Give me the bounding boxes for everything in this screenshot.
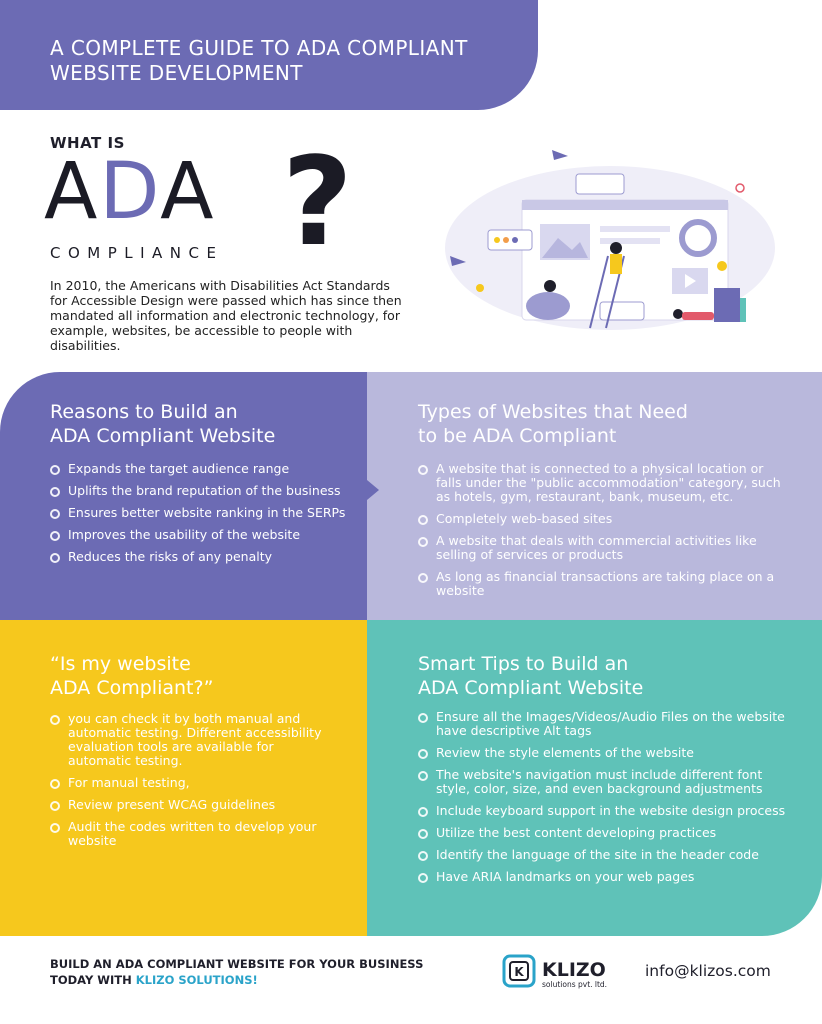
list-item-text: Review present WCAG guidelines xyxy=(68,797,276,812)
list-item-text: Ensures better website ranking in the SERPs xyxy=(68,505,346,520)
bullet-icon xyxy=(418,573,428,583)
list-item xyxy=(418,710,788,738)
check-title-line1: “Is my website xyxy=(50,653,191,675)
footer-cta xyxy=(50,956,423,988)
page-title: A COMPLETE GUIDE TO ADA COMPLIANT WEBSITE DEVELOPMENT xyxy=(50,36,468,85)
person-lying-head xyxy=(673,309,683,319)
bullet-icon xyxy=(50,553,60,563)
paper-plane-top xyxy=(552,150,568,160)
list-item-text: you can check it by both manual and automatic testing. Different accessibility evaluation tools are available for automatic testing. xyxy=(68,711,322,768)
list-item xyxy=(50,506,360,520)
bullet-icon xyxy=(50,715,60,725)
ada-heading xyxy=(44,147,216,237)
bullet-icon xyxy=(418,829,428,839)
question-mark: ? xyxy=(282,131,353,273)
bullet-icon xyxy=(50,531,60,541)
bullet-icon xyxy=(418,749,428,759)
list-item xyxy=(418,512,788,526)
bullet-icon xyxy=(50,509,60,519)
person-on-ladder xyxy=(610,242,622,254)
list-item-text: Expands the target audience range xyxy=(68,461,290,476)
bullet-icon xyxy=(418,713,428,723)
ada-letter-a2: A xyxy=(160,147,216,237)
list-item xyxy=(418,826,788,840)
footer-line1: BUILD AN ADA COMPLIANT WEBSITE FOR YOUR BUSINESS xyxy=(50,957,424,971)
bullet-icon xyxy=(50,779,60,789)
cabinet xyxy=(714,288,740,322)
list-item xyxy=(418,570,788,598)
list-item-text: Include keyboard support in the website design process xyxy=(436,803,786,818)
tips-title xyxy=(418,652,643,700)
bullet-icon xyxy=(50,801,60,811)
bullet-icon xyxy=(50,487,60,497)
list-item xyxy=(50,528,360,542)
types-list xyxy=(418,462,788,606)
footer-line2-highlight: KLIZO SOLUTIONS! xyxy=(135,973,258,987)
list-item-text: Reduces the risks of any penalty xyxy=(68,549,273,564)
list-item-text: Audit the codes written to develop your website xyxy=(68,819,317,848)
reasons-list xyxy=(50,462,360,572)
beanbag xyxy=(526,292,570,320)
person-lying-body xyxy=(682,312,714,320)
list-item xyxy=(50,798,340,812)
panel-arrow xyxy=(367,480,379,500)
list-item xyxy=(418,534,788,562)
lightbulb-icon xyxy=(476,284,484,292)
footer-line2-prefix: TODAY WITH xyxy=(50,973,136,987)
popup-dot-3 xyxy=(512,237,518,243)
bullet-icon xyxy=(50,465,60,475)
popup-dot-1 xyxy=(494,237,500,243)
bulb-icon-right xyxy=(717,261,727,271)
text-line-2 xyxy=(600,238,660,244)
list-item-text: Uplifts the brand reputation of the business xyxy=(68,483,341,498)
list-item-text: For manual testing, xyxy=(68,775,190,790)
list-item-text: Ensure all the Images/Videos/Audio Files on the website have descriptive Alt tags xyxy=(436,709,785,738)
footer-line2 xyxy=(50,972,423,988)
list-item-text: Utilize the best content developing practices xyxy=(436,825,717,840)
bullet-icon xyxy=(418,515,428,525)
person-sitting-head xyxy=(544,280,556,292)
list-item xyxy=(418,848,788,862)
check-title-line2: ADA Compliant?” xyxy=(50,677,214,699)
list-item xyxy=(50,820,340,848)
what-is-label: WHAT IS xyxy=(50,134,125,152)
text-line-1 xyxy=(600,226,670,232)
list-item xyxy=(50,776,340,790)
list-item-text: A website that is connected to a physical location or falls under the "public accommodation" category, such as hotels, gym, restaurant, bank, museum, etc. xyxy=(436,461,781,504)
list-item-text: As long as financial transactions are taking place on a website xyxy=(436,569,775,598)
search-icon xyxy=(736,184,744,192)
bullet-icon xyxy=(418,807,428,817)
reasons-title-line2: ADA Compliant Website xyxy=(50,425,276,447)
list-item-text: A website that deals with commercial activities like selling of services or products xyxy=(436,533,757,562)
list-item-text: Have ARIA landmarks on your web pages xyxy=(436,869,695,884)
bullet-icon xyxy=(418,537,428,547)
list-item xyxy=(50,712,340,768)
bullet-icon xyxy=(418,873,428,883)
list-item-text: The website's navigation must include different font style, color, size, and even background adjustments xyxy=(436,767,763,796)
types-title-line1: Types of Websites that Need xyxy=(418,401,688,423)
list-item xyxy=(50,462,360,476)
tips-title-line1: Smart Tips to Build an xyxy=(418,653,629,675)
browser-bar xyxy=(522,200,728,210)
reasons-title-line1: Reasons to Build an xyxy=(50,401,238,423)
compliance-label: COMPLIANCE xyxy=(50,244,224,262)
tips-list xyxy=(418,710,788,892)
types-title-line2: to be ADA Compliant xyxy=(418,425,617,447)
reasons-title xyxy=(50,400,275,448)
person-body xyxy=(610,254,622,274)
list-item xyxy=(418,462,788,504)
list-item xyxy=(418,870,788,884)
intro-paragraph: In 2010, the Americans with Disabilities Act Standards for Accessible Design were passed which has since then mandated all information and electronic technology, for example, websites, be accessible to people with disabilities. xyxy=(50,278,402,353)
bullet-icon xyxy=(50,823,60,833)
bullet-icon xyxy=(418,771,428,781)
accessibility-illustration xyxy=(440,138,780,338)
ada-letter-a1: A xyxy=(44,147,100,237)
klizo-logo[interactable] xyxy=(502,950,642,994)
list-item xyxy=(50,484,360,498)
contact-email[interactable]: info@klizos.com xyxy=(645,962,771,980)
tips-title-line2: ADA Compliant Website xyxy=(418,677,644,699)
logo-name: KLIZO xyxy=(542,959,606,981)
list-item-text: Review the style elements of the website xyxy=(436,745,694,760)
popup-card-bottom xyxy=(600,302,644,320)
ada-letter-d: D xyxy=(99,147,161,237)
list-item-text: Improves the usability of the website xyxy=(68,527,301,542)
popup-dot-2 xyxy=(503,237,509,243)
types-title xyxy=(418,400,688,448)
check-list xyxy=(50,712,340,856)
list-item xyxy=(418,746,788,760)
list-item-text: Identify the language of the site in the header code xyxy=(436,847,759,862)
bullet-icon xyxy=(418,465,428,475)
popup-card-top xyxy=(576,174,624,194)
check-title xyxy=(50,652,213,700)
plant xyxy=(740,298,746,322)
bullet-icon xyxy=(418,851,428,861)
logo-mark-letter: K xyxy=(514,965,524,979)
list-item-text: Completely web-based sites xyxy=(436,511,613,526)
logo-subtitle: solutions pvt. ltd. xyxy=(542,980,608,989)
list-item xyxy=(418,768,788,796)
list-item xyxy=(418,804,788,818)
list-item xyxy=(50,550,360,564)
